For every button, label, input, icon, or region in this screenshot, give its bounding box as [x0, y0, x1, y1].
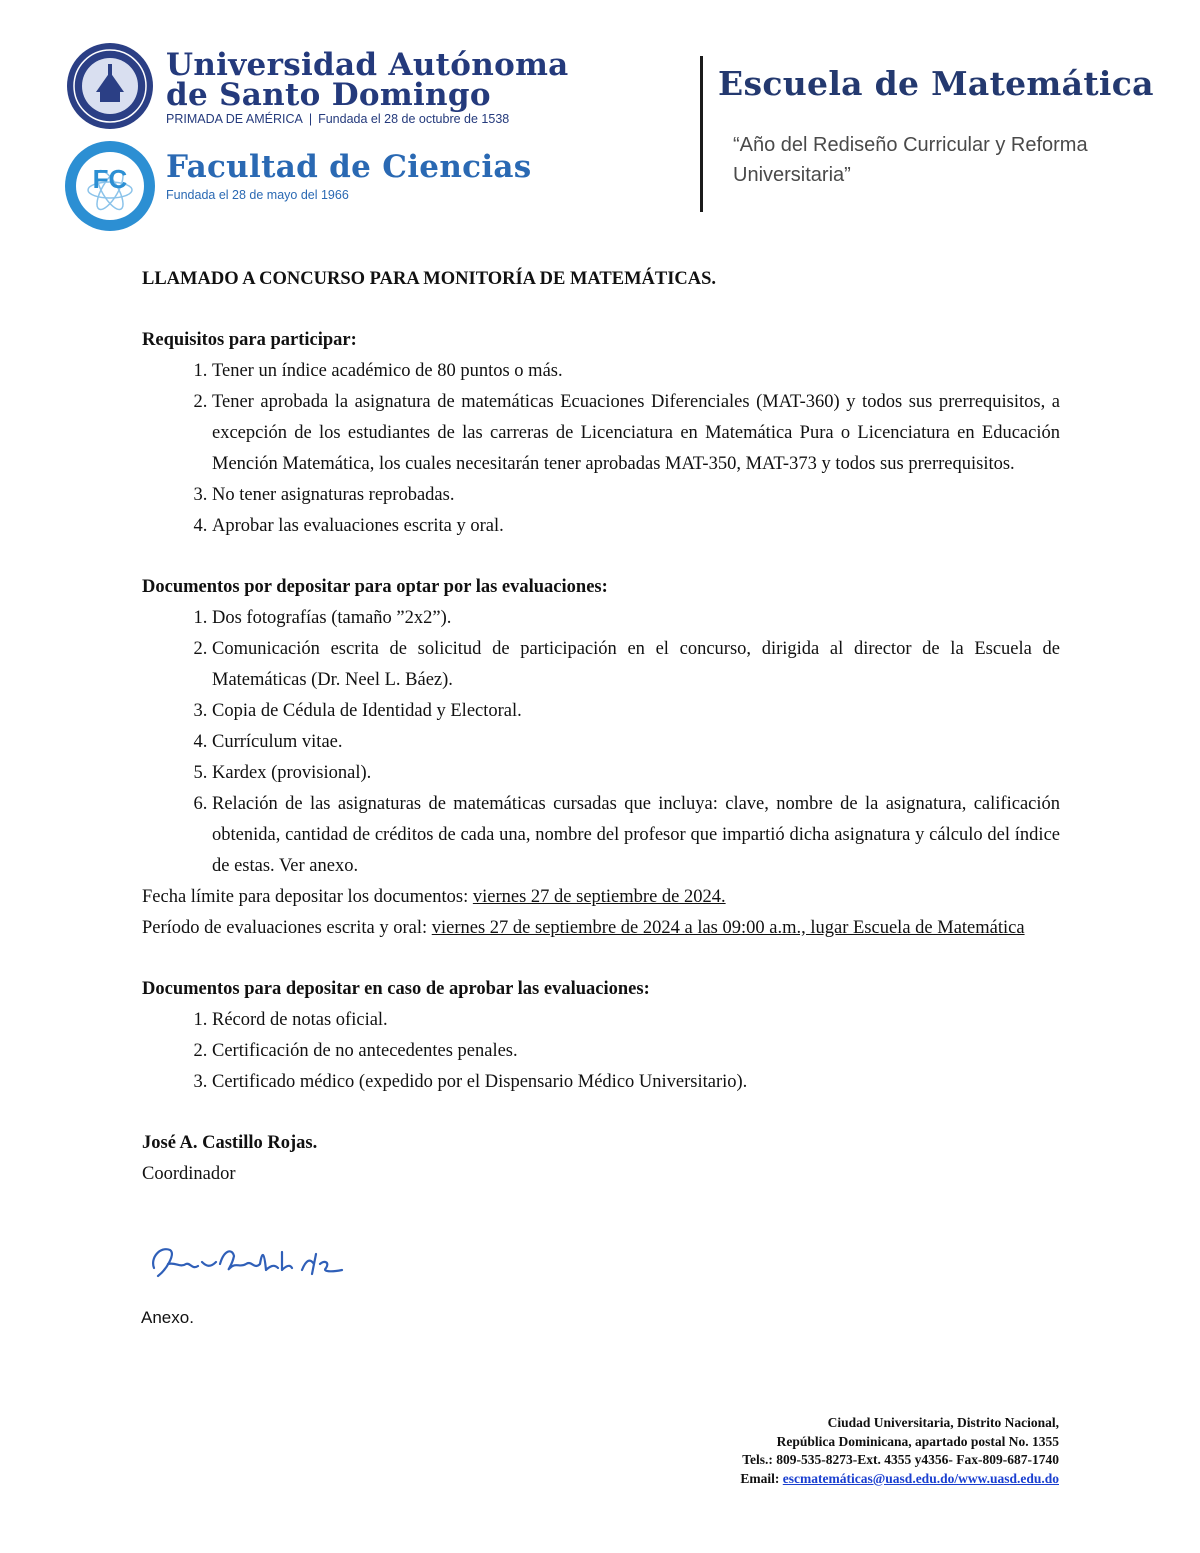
requirements-list: [142, 356, 1060, 542]
year-motto: “Año del Rediseño Curricular y Reforma Universitaria”: [733, 134, 1088, 186]
requirements-heading: Requisitos para participar:: [142, 330, 357, 350]
annex-label: Anexo.: [141, 1308, 194, 1327]
list-item: 3. Copia de Cédula de Identidad y Electoral.: [212, 696, 1060, 727]
list-item: 2. Comunicación escrita de solicitud de participación en el concurso, dirigida al director de la Escuela de Matemáticas (Dr. Neel L. Báez).: [212, 634, 1060, 696]
university-name: Universidad Autónoma de Santo Domingo: [166, 47, 569, 113]
list-item: 4. Aprobar las evaluaciones escrita y oral.: [212, 511, 1060, 542]
school-name: Escuela de Matemática: [718, 64, 1154, 103]
list-item: 4. Currículum vitae.: [212, 727, 1060, 758]
list-item: 2. Certificación de no antecedentes penales.: [212, 1036, 1060, 1067]
evaluation-date: viernes 27 de septiembre de 2024 a las 09:00 a.m., lugar Escuela de Matemática: [431, 918, 1025, 938]
faculty-logo: [64, 140, 156, 232]
signer-name: José A. Castillo Rojas.: [142, 1133, 318, 1153]
list-item: 2. Tener aprobada la asignatura de matemáticas Ecuaciones Diferenciales (MAT-360) y todos sus prerrequisitos, a excepción de los estudiantes de las carreras de Licenciatura en Matemática Pura o Licenciatura en Educación Mención Matemática, los cuales necesitarán tener aprobadas MAT-350, MAT-373 y todos sus prerrequisitos.: [212, 387, 1060, 480]
list-item: 1. Tener un índice académico de 80 puntos o más.: [212, 356, 1060, 387]
header-divider: [700, 56, 703, 212]
university-subtitle: PRIMADA DE AMÉRICA | Fundada el 28 de octubre de 1538: [166, 112, 510, 126]
faculty-subtitle: Fundada el 28 de mayo del 1966: [166, 188, 349, 202]
signer-role: Coordinador: [142, 1164, 236, 1184]
documents-heading: Documentos por depositar para optar por las evaluaciones:: [142, 577, 608, 597]
list-item: 5. Kardex (provisional).: [212, 758, 1060, 789]
handwritten-signature: [146, 1240, 356, 1284]
uasd-seal-logo: [66, 42, 154, 130]
faculty-name: Facultad de Ciencias: [166, 149, 532, 185]
list-item: 3. Certificado médico (expedido por el Dispensario Médico Universitario).: [212, 1067, 1060, 1098]
list-item: 3. No tener asignaturas reprobadas.: [212, 480, 1060, 511]
list-item: 1. Dos fotografías (tamaño ”2x2”).: [212, 603, 1060, 634]
after-approval-heading: Documentos para depositar en caso de aprobar las evaluaciones:: [142, 979, 650, 999]
after-approval-list: [142, 1005, 1060, 1098]
documents-list: [142, 603, 1060, 882]
evaluation-line: Período de evaluaciones escrita y oral: viernes 27 de septiembre de 2024 a las 09:00 a.m., lugar Escuela de Matemática: [142, 918, 1025, 938]
document-title: LLAMADO A CONCURSO PARA MONITORÍA DE MATEMÁTICAS.: [142, 269, 717, 289]
svg-text:FC: FC: [92, 164, 128, 194]
list-item: 6. Relación de las asignaturas de matemáticas cursadas que incluya: clave, nombre de la asignatura, calificación obtenida, cantidad de créditos de cada una, nombre del profesor que impartió dicha asignatura y cálculo del índice de estas. Ver anexo.: [212, 789, 1060, 882]
deadline-line: Fecha límite para depositar los documentos: viernes 27 de septiembre de 2024.: [142, 887, 726, 907]
document-body: [142, 264, 1060, 1190]
deadline-date: viernes 27 de septiembre de 2024.: [472, 887, 726, 907]
list-item: 1. Récord de notas oficial.: [212, 1005, 1060, 1036]
email-website-link[interactable]: escmatemáticas@uasd.edu.do/www.uasd.edu.do: [782, 1470, 1059, 1486]
footer-address: Ciudad Universitaria, Distrito Nacional, República Dominicana, apartado postal No. 1355 Tels.: 809-535-8273-Ext. 4355 y4356- Fax-809-687-1740 Email: escmatemáticas@uasd.edu.do/www.uasd.edu.do: [740, 1415, 1059, 1486]
